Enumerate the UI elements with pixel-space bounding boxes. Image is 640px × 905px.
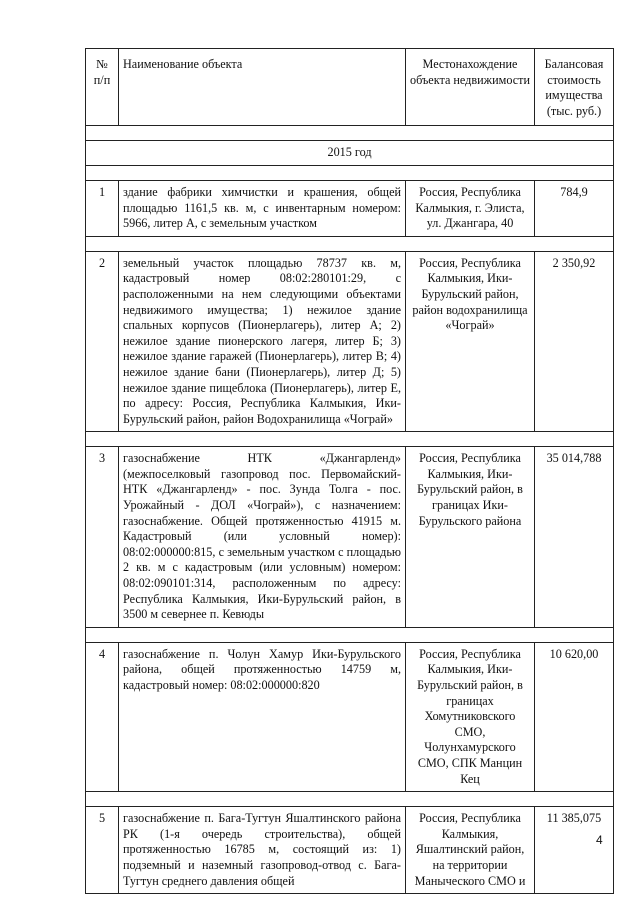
- row-value: 10 620,00: [535, 642, 614, 791]
- row-location: Россия, Республика Калмыкия, Ики-Бурульский район, в границах Хомутниковского СМО, Чолунхамурского СМО, СПК Манцин Кец: [406, 642, 535, 791]
- header-location: Местонахождение объекта недвижимости: [406, 49, 535, 126]
- table-row: [86, 447, 614, 628]
- section-title: 2015 год: [86, 141, 614, 166]
- row-num: 5: [86, 807, 119, 894]
- row-location: Россия, Республика Калмыкия, Яшалтинский район, на территории Маныческого СМО и: [406, 807, 535, 894]
- row-value: 784,9: [535, 180, 614, 236]
- table-row: [86, 807, 614, 894]
- row-name: газоснабжение НТК «Джангарленд» (межпоселковый газопровод пос. Первомайский-НТК «Джангарленд» - пос. Зунда Толга - пос. Урожайный - ДОЛ «Чограй»), с назначением: газоснабжение. Общей протяженностью 41915 м. Кадастровый (или условный номер): 08:02:000000:815, с земельным участком с площадью 2 кв. м с кадастровым (или условным) номером: 08:02:090101:314, расположенным по адресу: Республика Калмыкия, Ики-Бурульский район, в 3500 м севернее п. Кевюды: [119, 447, 406, 628]
- row-num: 4: [86, 642, 119, 791]
- spacer-row: [86, 165, 614, 180]
- row-name: газоснабжение п. Бага-Тугтун Яшалтинского района РК (1-я очередь строительства), общей протяженностью 16785 м, состоящий из: 1) подземный и наземный газопровод-отвод с. Бага-Тугтун среднего давления общей: [119, 807, 406, 894]
- header-num: № п/п: [86, 49, 119, 126]
- row-name: здание фабрики химчистки и крашения, общей площадью 1161,5 кв. м, с инвентарным номером: 5966, литер А, с земельным участком: [119, 180, 406, 236]
- row-num: 3: [86, 447, 119, 628]
- row-name: земельный участок площадью 78737 кв. м, кадастровый номер 08:02:280101:29, с расположенными на нем следующими объектами недвижимого имущества; 1) нежилое здание спальных корпусов (Пионерлагерь), литер А; 2) нежилое здание пионерского лагеря, литер Б; 3) нежилое здание гаражей (Пионерлагерь), литер В; 4) нежилое здание бани (Пионерлагерь), литер Д; 5) нежилое здание пищеблока (Пионерлагерь), литер Е, по адресу: Россия, Республика Калмыкия, Ики-Бурульский район, район Водохранилища «Чограй»: [119, 251, 406, 432]
- row-value: 2 350,92: [535, 251, 614, 432]
- property-registry-table: [85, 48, 614, 894]
- spacer-row: [86, 236, 614, 251]
- row-value: 11 385,075: [535, 807, 614, 894]
- spacer-row: [86, 432, 614, 447]
- row-num: 2: [86, 251, 119, 432]
- row-location: Россия, Республика Калмыкия, г. Элиста, ул. Джангара, 40: [406, 180, 535, 236]
- table-row: [86, 251, 614, 432]
- table-header-row: [86, 49, 614, 126]
- spacer-row: [86, 792, 614, 807]
- header-value: Балансовая стоимость имущества (тыс. руб.): [535, 49, 614, 126]
- page-number: 4: [596, 833, 603, 847]
- row-name: газоснабжение п. Чолун Хамур Ики-Бурульского района, общей протяженностью 14759 м, кадастровый номер: 08:02:000000:820: [119, 642, 406, 791]
- header-name: Наименование объекта: [119, 49, 406, 126]
- spacer-row: [86, 627, 614, 642]
- row-num: 1: [86, 180, 119, 236]
- table-row: [86, 180, 614, 236]
- table-row: [86, 642, 614, 791]
- spacer-row: [86, 126, 614, 141]
- section-row: [86, 141, 614, 166]
- row-location: Россия, Республика Калмыкия, Ики-Бурульский район, район водохранилища «Чограй»: [406, 251, 535, 432]
- row-location: Россия, Республика Калмыкия, Ики-Бурульский район, в границах Ики-Бурульского района: [406, 447, 535, 628]
- row-value: 35 014,788: [535, 447, 614, 628]
